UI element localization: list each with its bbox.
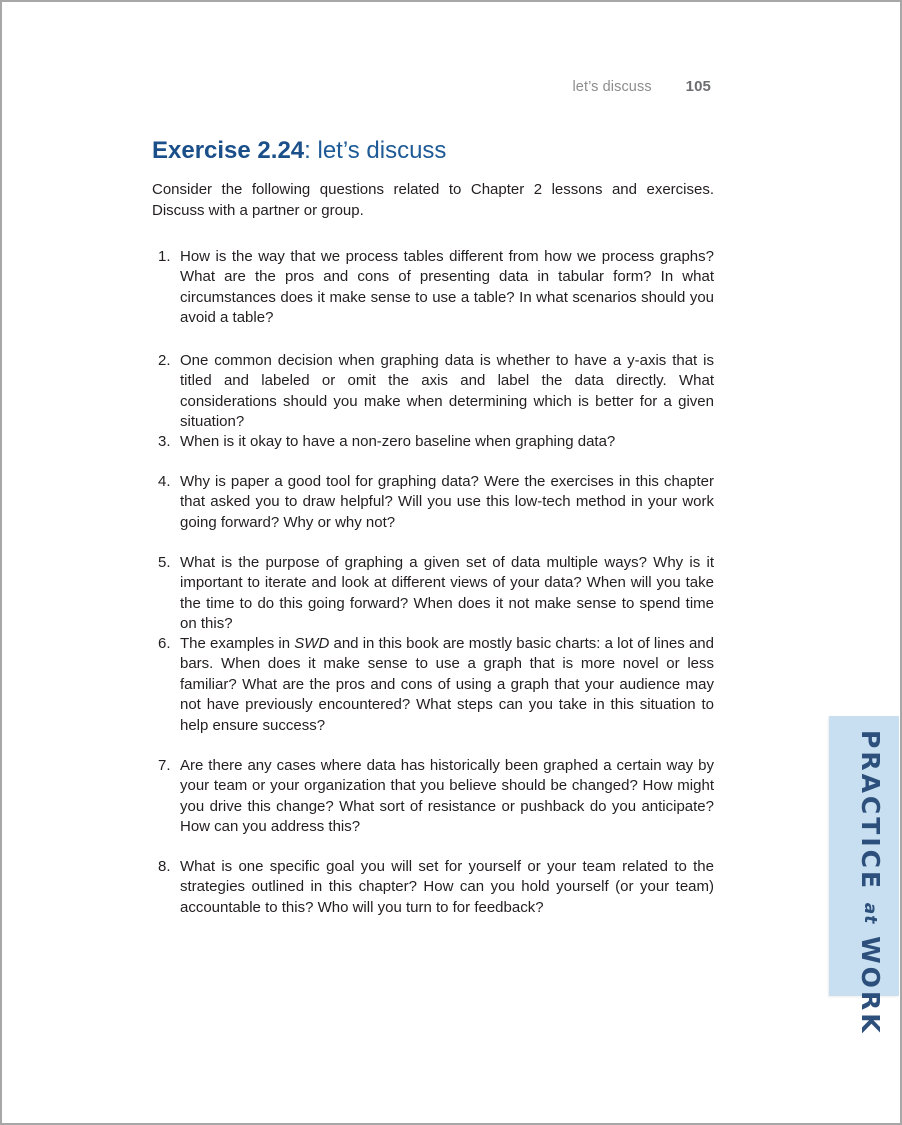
question-number: 6. xyxy=(158,635,171,652)
question-number: 5. xyxy=(158,554,171,571)
question-text: Are there any cases where data has historically been graphed a certain way by your team or your organization that you believe should be changed? How might you drive this change? What sort of resistance or pushback do you anticipate? How can you address this? xyxy=(180,757,714,836)
page-number: 105 xyxy=(685,78,711,95)
side-tab-word-work: WORK xyxy=(856,936,885,1036)
question-text-after: and in this book are mostly basic charts: a lot of lines and bars. When does it make sense to use a graph that is more novel or less familiar? What are the pros and cons of using a graph that your audience may not have previously encountered? What steps can you take in this situation to help ensure success? xyxy=(180,635,714,734)
question-number: 8. xyxy=(158,858,171,875)
exercise-intro: Consider the following questions related to Chapter 2 lessons and exercises. Discuss with a partner or group. xyxy=(152,181,714,219)
question-text: When is it okay to have a non-zero baseline when graphing data? xyxy=(180,433,616,450)
question-item xyxy=(152,472,714,553)
question-item xyxy=(152,756,714,857)
practice-at-work-label xyxy=(856,730,885,1036)
question-list xyxy=(152,247,714,937)
side-tab-word-practice: PRACTICE xyxy=(856,730,885,892)
question-text: One common decision when graphing data is whether to have a y-axis that is titled and labeled or omit the axis and label the data directly. What considerations should you make when determining which is better for a given situation? xyxy=(180,352,714,431)
question-text: Why is paper a good tool for graphing data? Were the exercises in this chapter that asked you to draw helpful? Will you use this low-tech method in your work going forward? Why or why not? xyxy=(180,473,714,531)
question-item xyxy=(152,857,714,937)
question-text-emphasis: SWD xyxy=(294,635,330,652)
question-item xyxy=(152,351,714,432)
running-head-section: let’s discuss xyxy=(572,79,652,95)
question-text: What is one specific goal you will set for yourself or your team related to the strategies outlined in this chapter? How can you hold yourself (or your team) accountable to this? Who will you turn to for feedback? xyxy=(180,858,714,916)
question-number: 1. xyxy=(158,248,171,265)
question-number: 3. xyxy=(158,433,171,450)
side-tab-word-at: at xyxy=(860,902,880,925)
exercise-title xyxy=(152,137,446,165)
exercise-title-text: let’s discuss xyxy=(317,137,447,164)
running-head xyxy=(520,78,711,95)
question-item xyxy=(152,247,714,351)
question-item xyxy=(152,634,714,756)
exercise-number: Exercise 2.24 xyxy=(152,137,305,164)
question-text-before: The examples in xyxy=(180,635,295,652)
exercise-title-separator: : xyxy=(304,137,318,164)
question-text: What is the purpose of graphing a given set of data multiple ways? Why is it important to iterate and look at different views of your data? When will you take the time to do this going forward? When does it not make sense to spend time on this? xyxy=(180,554,714,633)
question-number: 4. xyxy=(158,473,171,490)
question-item xyxy=(152,553,714,634)
question-item xyxy=(152,432,714,472)
question-number: 2. xyxy=(158,352,171,369)
question-text xyxy=(180,635,714,734)
question-number: 7. xyxy=(158,757,171,774)
question-text: How is the way that we process tables different from how we process graphs? What are the pros and cons of presenting data in tabular form? In what circumstances does it make sense to use a table? In what scenarios should you avoid a table? xyxy=(180,248,714,327)
